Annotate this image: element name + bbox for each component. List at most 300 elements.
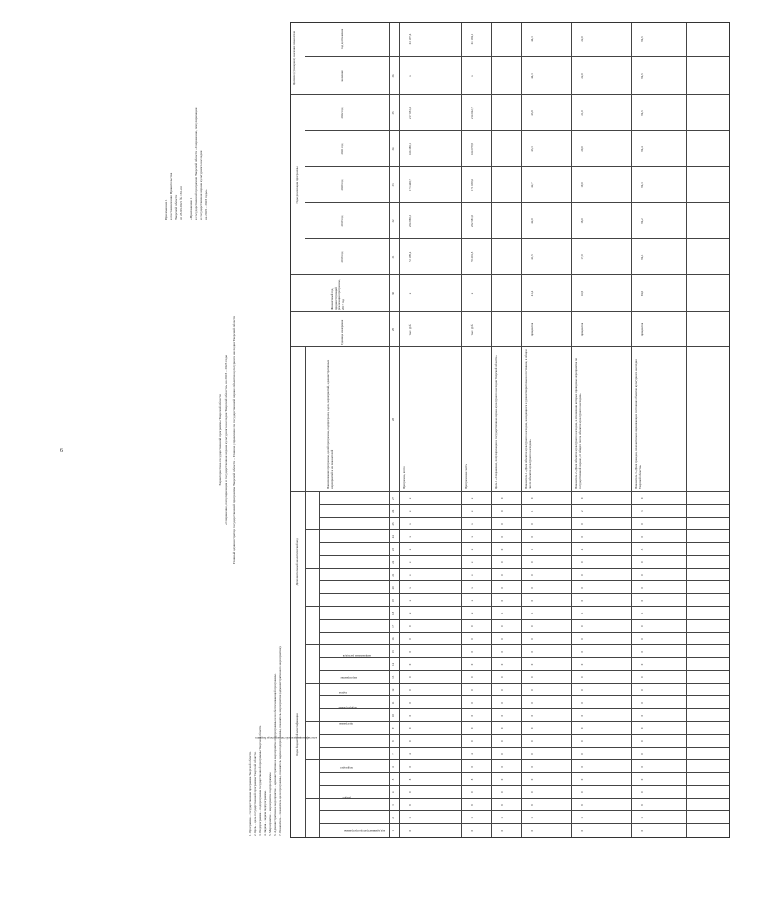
code-column-rule (305, 568, 729, 569)
code-column-rule (319, 708, 729, 709)
code-cell: 0 (580, 753, 584, 755)
row-year-value: 214 022,7 (470, 107, 474, 119)
code-cell: 0 (640, 497, 644, 500)
code-cell: 0 (530, 727, 534, 730)
column-number: 25 (391, 522, 395, 526)
code-cell: 0 (500, 587, 504, 589)
code-cell: 1 (408, 817, 412, 819)
row-year-value: 164 079,9 (470, 143, 474, 155)
row-last-year-value: 94,5 (640, 36, 644, 42)
row-year-value: 94,5 (640, 110, 644, 116)
code-cell: 0 (580, 689, 584, 691)
code-cell: 0 (530, 676, 534, 679)
code-cell: 0 (470, 727, 474, 730)
code-cell: 0 (580, 497, 584, 500)
code-cell: 0 (408, 829, 412, 832)
column-number: 4 (391, 791, 395, 794)
code-cell: 0 (408, 791, 412, 794)
column-number: 26 (391, 509, 395, 513)
code-cell: 0 (580, 574, 584, 576)
code-cell: 2 (580, 548, 584, 551)
code-cell: 0 (408, 714, 412, 717)
code-cell: 0 (470, 676, 474, 679)
code-cell: 1 (640, 817, 644, 819)
code-cell: 0 (580, 727, 584, 730)
code-cell: 0 (530, 561, 534, 564)
column-number: 21 (391, 573, 395, 577)
code-cell: 0 (500, 676, 504, 679)
column-number: 33 (391, 183, 395, 187)
column-number: 14 (391, 663, 395, 667)
column-number: 34 (391, 147, 395, 151)
code-cell: 8 (408, 804, 412, 806)
code-cell: 0 (500, 829, 504, 832)
code-cell: 0 (640, 663, 644, 666)
code-cell: 0 (408, 651, 412, 653)
code-column-rule (305, 529, 729, 530)
code-cell: 0 (640, 791, 644, 794)
row-unit: процентов (580, 322, 584, 337)
code-cell: 0 (530, 714, 534, 717)
code-column-rule (319, 657, 729, 658)
code-cell: 0 (530, 587, 534, 589)
appendix-line: к государственной программе Тверской области «Сохранение, популяризация (194, 107, 198, 220)
column-number: 13 (391, 675, 395, 679)
code-cell: 0 (408, 766, 412, 768)
code-cell: 0 (500, 523, 504, 525)
code-column-rule (319, 747, 729, 748)
code-cell: 0 (500, 638, 504, 640)
code-cell: 0 (530, 753, 534, 755)
code-column-rule (319, 734, 729, 735)
code-cell: 0 (530, 574, 534, 576)
row-base-value: 94,0 (640, 290, 644, 297)
rotated-document (160, 20, 760, 860)
budget-subheader: код администратора программы (344, 829, 385, 833)
column-number: 18 (391, 611, 395, 615)
row-year-value: 173 448,7 (408, 179, 412, 191)
code-cell: 1 (530, 817, 534, 819)
code-cell: 8 (408, 778, 412, 781)
row-year-value: 94,4 (640, 146, 644, 152)
code-cell: 0 (640, 599, 644, 602)
code-cell: 4 (408, 753, 412, 755)
doc-title-3: Главный администратор государственной программы Тверской области – Главное управление по государственной охране объектов культурного наследия Тверской области (232, 315, 236, 565)
row-unit: тыс. руб. (408, 323, 412, 336)
column-number: 16 (391, 637, 395, 641)
code-cell: 0 (408, 689, 412, 691)
row-year-value: 70 201,5 (470, 251, 474, 263)
code-cell: 0 (580, 561, 584, 564)
code-cell: 0 (500, 714, 504, 717)
row-year-value: 20,0 (580, 146, 584, 152)
code-cell: 0 (500, 625, 504, 627)
column-number: 7 (391, 753, 395, 755)
column-number: 5 (391, 778, 395, 781)
note-line: 5. Мероприятие – мероприятие подпрограммы. (268, 771, 272, 836)
code-cell: x (408, 574, 412, 576)
row-unit: процентов (640, 322, 644, 337)
code-cell: 0 (580, 625, 584, 627)
row-year-value: 18,0 (580, 218, 584, 224)
code-column-rule (319, 772, 729, 773)
row-base-value: x (408, 292, 412, 295)
target-year-header: год достижения (340, 28, 344, 50)
note-line: 6. Административное мероприятие – административное мероприятие подпрограммы или обеспечивающей программы. (273, 673, 277, 836)
code-cell: 0 (530, 651, 534, 653)
row-year-value: 94,2 (640, 218, 644, 224)
code-column-rule (319, 810, 729, 811)
code-cell: 0 (530, 689, 534, 691)
code-column-rule (319, 632, 729, 633)
code-cell: x (470, 612, 474, 615)
code-cell: 0 (530, 599, 534, 602)
note-line: 4. Задача – задача подпрограммы. (263, 790, 267, 836)
budget-subheader: подраздел (340, 766, 353, 770)
code-column-rule (319, 593, 729, 594)
code-cell: 0 (640, 536, 644, 538)
unit-column-header: Единица измерения (340, 319, 344, 345)
code-cell: 0 (530, 638, 534, 640)
doc-title-2: «Сохранение, популяризация и государственная охрана культурного наследия Тверской области» на 2018 – 2023 годы (224, 354, 228, 526)
appendix-line: и государственная охрана культурного наследия (199, 150, 203, 220)
appendix-line: к постановлению Правительства (169, 172, 173, 220)
budget-subheader: направление расходов (342, 654, 371, 658)
code-cell: 0 (580, 523, 584, 525)
code-cell: 0 (500, 599, 504, 602)
code-cell: 0 (470, 766, 474, 768)
row-year-value: 252 581,0 (470, 215, 474, 227)
code-cell: 0 (640, 753, 644, 755)
code-cell: 0 (500, 497, 504, 500)
code-cell: 0 (640, 702, 644, 704)
code-cell: 8 (470, 804, 474, 806)
code-cell: 0 (530, 523, 534, 525)
code-cell: 0 (530, 766, 534, 768)
year-header: 2022 год (340, 107, 344, 119)
code-cell: x (470, 548, 474, 551)
target-value-header: значение (340, 70, 344, 82)
code-cell: 0 (640, 638, 644, 640)
code-cell: 0 (580, 599, 584, 602)
code-cell: x (470, 599, 474, 602)
code-cell: 0 (640, 778, 644, 781)
column-number: 6 (391, 766, 395, 768)
code-cell: 0 (500, 791, 504, 794)
note-line: 7. Показатель – показатель цели программы, показатель задачи подпрограммы, показатель мероприятия (административного мероприятия). (278, 645, 282, 836)
code-cell: x (470, 523, 474, 525)
column-number: 29 (391, 328, 395, 331)
code-cell: 0 (500, 561, 504, 564)
row-target-value: 94,5 (640, 73, 644, 79)
code-cell: 0 (500, 778, 504, 781)
row-year-value: 217 053,2 (408, 107, 412, 119)
year-header: 2018 год (340, 251, 344, 263)
code-cell: 0 (470, 791, 474, 794)
code-cell: 8 (500, 804, 504, 806)
code-cell: x (408, 548, 412, 551)
code-cell: 0 (580, 702, 584, 704)
code-cell: 0 (580, 587, 584, 589)
budget-subheader: мероприятие (340, 676, 357, 680)
row-year-value: 72 199,2 (408, 251, 412, 263)
budget-code-header: Коды бюджетной классификации (295, 713, 299, 756)
code-cell: 0 (500, 702, 504, 704)
code-column-rule (319, 670, 729, 671)
row-last-year-value: 61 194,1 (470, 33, 474, 45)
code-cell: 0 (500, 727, 504, 730)
code-cell: x (470, 561, 474, 564)
code-cell: 0 (580, 663, 584, 666)
code-cell: 0 (580, 714, 584, 717)
code-cell: 1 (530, 548, 534, 551)
code-cell: 2 (580, 510, 584, 512)
code-column-rule (319, 504, 729, 505)
code-cell: 0 (470, 714, 474, 717)
code-cell: 0 (500, 574, 504, 576)
column-number: 27 (391, 496, 395, 500)
row-base-value: 41,4 (530, 290, 534, 297)
code-column-rule (319, 517, 729, 518)
row-unit: процентов (530, 322, 534, 337)
code-cell: 0 (530, 702, 534, 704)
code-cell: 0 (580, 791, 584, 794)
code-cell: 0 (470, 702, 474, 704)
code-cell: 1 (500, 612, 504, 615)
code-cell: 0 (580, 536, 584, 538)
code-cell: 0 (500, 689, 504, 691)
row-year-value: 94,1 (640, 254, 644, 260)
row-target-value: x (470, 75, 474, 77)
row-last-year-value: 44,3 (530, 36, 534, 42)
column-number: 2 (391, 817, 395, 819)
row-year-value: 42,0 (530, 218, 534, 224)
code-cell: 0 (580, 766, 584, 768)
code-cell: 0 (580, 638, 584, 640)
row-year-value: 41,5 (530, 254, 534, 260)
code-column-rule (305, 606, 729, 607)
code-cell: x (408, 612, 412, 615)
row-last-year-value: 22,0 (580, 36, 584, 42)
code-cell: 0 (408, 727, 412, 730)
code-cell: x (470, 510, 474, 512)
code-cell: 0 (640, 676, 644, 679)
row-target-value: x (408, 75, 412, 77)
note-line: 2. Цель – цель государственной программы Тверской области. (253, 751, 257, 836)
column-number: 24 (391, 535, 395, 539)
row-name: Программная часть (464, 464, 468, 489)
row-name: Показатель 2 «Доля объектов культурного наследия, в отношении которых проведены мероприятия по государственной охране, от общего числа объектов культурного наследия» (574, 357, 582, 489)
column-number: 20 (391, 586, 395, 590)
column-number: 11 (391, 701, 395, 705)
code-cell: 0 (530, 791, 534, 794)
row-year-value: 171 039,6 (470, 179, 474, 191)
code-cell: 0 (530, 663, 534, 666)
code-cell: 0 (408, 625, 412, 627)
code-cell: 0 (580, 778, 584, 781)
code-cell: 0 (640, 689, 644, 691)
row-year-value: 43,3 (530, 146, 534, 152)
row-name: Программа, всего (402, 466, 406, 489)
code-cell: 0 (640, 766, 644, 768)
row-year-value: 19,0 (580, 182, 584, 188)
code-cell: 1 (580, 612, 584, 615)
code-cell: 0 (408, 663, 412, 666)
code-cell: 0 (640, 740, 644, 742)
code-column-rule (319, 619, 729, 620)
code-cell: x (470, 574, 474, 576)
row-target-value: 22,0 (580, 73, 584, 79)
column-number: 35 (391, 111, 395, 115)
code-cell: 8 (470, 778, 474, 781)
code-column-rule (319, 823, 729, 824)
column-number: 31 (391, 255, 395, 259)
column-number: 30 (391, 292, 395, 295)
code-column-rule (319, 542, 729, 543)
code-cell: 0 (408, 740, 412, 742)
code-cell: 4 (470, 753, 474, 755)
code-column-rule (305, 721, 729, 722)
code-cell: 0 (408, 702, 412, 704)
code-cell: 8 (530, 804, 534, 806)
code-cell: 0 (470, 740, 474, 742)
code-cell: 0 (640, 714, 644, 717)
note-line: 3. Подпрограмма – подпрограмма государственной программы Тверской области. (258, 724, 262, 836)
column-number: 3 (391, 804, 395, 806)
code-cell: 1 (530, 612, 534, 615)
code-cell: 0 (640, 574, 644, 576)
column-number: 12 (391, 688, 395, 692)
code-cell: 0 (500, 753, 504, 755)
column-number: 36 (391, 74, 395, 78)
analytic-code-header: Дополнительный аналитический код (295, 538, 299, 586)
row-year-value: 42,7 (530, 182, 534, 188)
column-number: 19 (391, 599, 395, 603)
code-cell: 0 (470, 663, 474, 666)
code-cell: 0 (500, 663, 504, 666)
code-cell: 0 (530, 625, 534, 627)
row-name: Показатель 1 «Доля объектов культурного наследия, находящихся в удовлетворительном состоянии, в общем числе объектов культурного наследия» (524, 349, 532, 489)
code-cell: x (408, 510, 412, 512)
code-cell: 0 (500, 651, 504, 653)
code-column-rule (305, 683, 729, 684)
code-cell: x (408, 599, 412, 602)
appendix-line: от 23.03.2021 № 161-пп (179, 185, 183, 220)
appendix-line: на 2018 – 2023 годы» (204, 189, 208, 220)
page-number: 6 (60, 448, 63, 454)
years-group-header: Годы реализации программы (295, 166, 299, 204)
column-number: 8 (391, 740, 395, 742)
column-number: 1 (391, 829, 395, 832)
code-cell: x (408, 497, 412, 500)
code-cell: 0 (530, 778, 534, 781)
code-cell: 0 (640, 523, 644, 525)
code-cell: x (408, 523, 412, 525)
code-cell: x (470, 536, 474, 538)
code-cell: 0 (640, 651, 644, 653)
column-number: 28 (391, 418, 395, 421)
code-column-rule (305, 798, 729, 799)
code-cell: 0 (640, 625, 644, 627)
code-cell: x (470, 497, 474, 500)
year-header: 2020 год (340, 179, 344, 191)
code-cell: x (408, 536, 412, 538)
appendix-line: Тверской области (174, 194, 178, 220)
budget-subheader: подпрограмма (338, 706, 357, 710)
row-year-value: 94,3 (640, 182, 644, 188)
code-cell: 0 (580, 829, 584, 832)
code-cell: 0 (640, 829, 644, 832)
row-base-value: x (470, 292, 474, 295)
code-cell: 1 (580, 817, 584, 819)
code-cell: 0 (640, 561, 644, 564)
code-cell: 1 (500, 817, 504, 819)
code-cell: 0 (530, 740, 534, 742)
code-column-rule (305, 644, 729, 645)
row-year-value: 254 980,3 (408, 215, 412, 227)
code-cell: 0 (408, 638, 412, 640)
code-cell: 3 (640, 510, 644, 512)
column-number: 32 (391, 219, 395, 223)
code-cell: 1 (640, 612, 644, 615)
code-cell: 0 (580, 740, 584, 742)
code-cell: 3 (640, 548, 644, 551)
appendix-line: «Приложение 1 (189, 197, 193, 220)
budget-subheader: раздел (342, 796, 351, 800)
year-header: 2019 год (340, 215, 344, 227)
row-year-value: 166 380,1 (408, 143, 412, 155)
code-cell: 0 (500, 766, 504, 768)
code-cell: 0 (500, 740, 504, 742)
code-column-rule (319, 785, 729, 786)
code-cell: 0 (470, 625, 474, 627)
appendix-line: Приложение 1 (164, 199, 168, 220)
row-last-year-value: 63 197,6 (408, 33, 412, 45)
doc-title-1: Характеристика государственной программы Тверской области (218, 394, 222, 486)
code-cell: 0 (470, 829, 474, 832)
code-cell: 8 (640, 804, 644, 806)
row-unit: тыс. руб. (470, 323, 474, 336)
code-cell: 8 (580, 804, 584, 806)
row-base-value: 16,9 (580, 290, 584, 297)
column-number: 17 (391, 624, 395, 628)
name-column-header: Наименование программы, целей программы, подпрограмм, задач, мероприятий, административных мероприятий и их показателей (326, 359, 334, 489)
year-header: 2021 год (340, 143, 344, 155)
code-cell: 0 (500, 536, 504, 538)
column-number: 23 (391, 548, 395, 552)
code-cell: 0 (470, 638, 474, 640)
code-cell: 0 (408, 676, 412, 679)
target-group-header: Целевое (суммарное) значение показателя (292, 31, 296, 85)
code-cell: 1 (470, 817, 474, 819)
code-cell: x (408, 587, 412, 589)
code-cell: 0 (580, 651, 584, 653)
row-year-value: 17,0 (580, 254, 584, 260)
column-number: 22 (391, 560, 395, 564)
base-year-header: Финансовый год, предшествующий реализации программы, 2017 год (330, 279, 345, 310)
code-cell: x (408, 561, 412, 564)
code-cell: 0 (530, 536, 534, 538)
code-cell: 0 (470, 651, 474, 653)
row-target-value: 44,3 (530, 73, 534, 79)
note-line: 1. Программа – государственная программа Тверской области. (248, 751, 252, 836)
code-cell: 0 (640, 727, 644, 730)
code-cell: 0 (530, 497, 534, 500)
code-cell: 0 (470, 689, 474, 691)
code-cell: 1 (530, 510, 534, 512)
budget-subheader: задача (338, 691, 347, 695)
code-column-rule (319, 695, 729, 696)
